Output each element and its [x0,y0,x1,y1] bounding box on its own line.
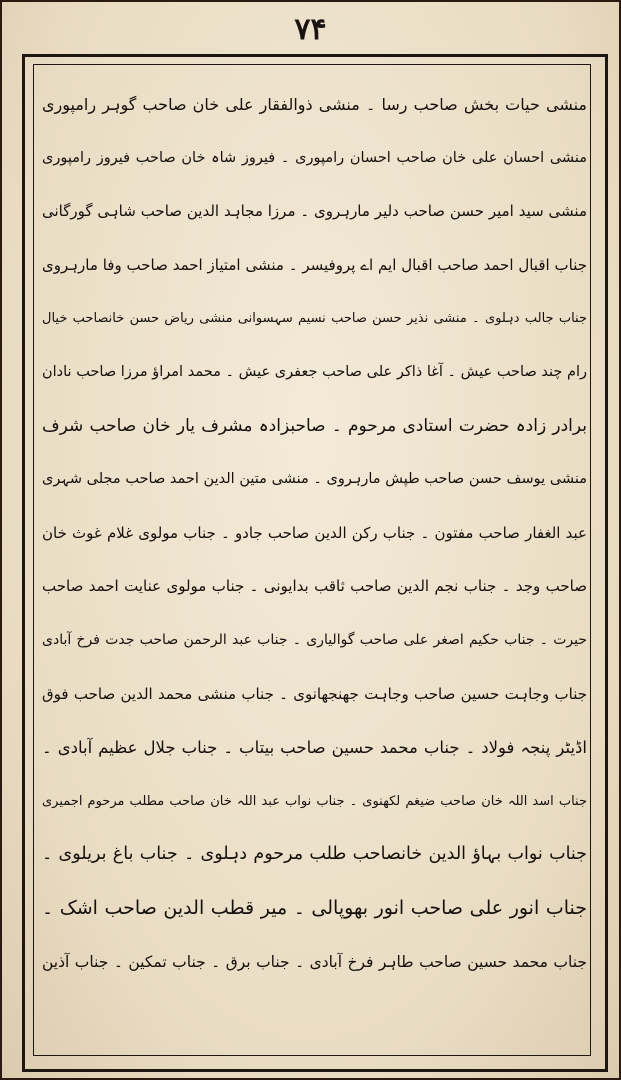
text-line: منشی احسان علی خان صاحب احسان رامپوری ۔ فیروز شاہ خان صاحب فیروز رامپوری [42,149,587,166]
text-line: جناب نواب بہاؤ الدین خانصاحب طلب مرحوم دہلوی ۔ جناب باغ بریلوی ۔ [42,844,587,865]
text-line: منشی یوسف حسن صاحب طپش مارہروی ۔ منشی متین الدین احمد صاحب مجلی شہری [42,471,587,488]
text-line: حیرت ۔ جناب حکیم اصغر علی صاحب گوالیاری ۔ جناب عبد الرحمن صاحب جدت فرخ آبادی [42,631,587,648]
text-block [42,78,587,989]
text-line: جناب محمد حسین صاحب طاہر فرخ آبادی ۔ جناب برق ۔ جناب تمکین ۔ جناب آذین [42,952,587,971]
text-line: جناب وجاہت حسین صاحب وجاہت جھنجھانوی ۔ جناب منشی محمد الدین صاحب فوق [42,684,587,703]
text-line: جناب اسد اللہ خان صاحب ضیغم لکھنوی ۔ جناب نواب عبد اللہ خان صاحب مطلب مرحوم اجمیری [42,793,587,809]
text-line: جناب اقبال احمد صاحب اقبال ایم اے پروفیسر ۔ منشی امتیاز احمد صاحب وفا مارہروی [42,255,587,274]
book-page [2,2,619,1078]
text-line: عبد الغفار صاحب مفتون ۔ جناب رکن الدین صاحب جادو ۔ جناب مولوی غلام غوث خان [42,523,587,542]
text-line: منشی سید امیر حسن صاحب دلیر مارہروی ۔ مرزا مجاہد الدین صاحب شاہی گورگانی [42,202,587,221]
text-line: صاحب وجد ۔ جناب نجم الدین صاحب ثاقب بدایونی ۔ جناب مولوی عنایت احمد صاحب [42,577,587,596]
text-line: منشی حیات بخش صاحب رسا ۔ منشی ذوالفقار علی خان صاحب گوہر رامپوری [42,95,587,114]
text-line: جناب انور علی صاحب انور بھوپالی ۔ میر قطب الدین صاحب اشک ۔ [42,896,587,919]
text-line: جناب جالب دہلوی ۔ منشی نذیر حسن صاحب نسیم سہسوانی منشی ریاض حسن خانصاحب خیال [42,311,587,327]
text-line: رام چند صاحب عیش ۔ آغا ذاکر علی صاحب جعفری عیش ۔ محمد امراؤ مرزا صاحب نادان [42,363,587,380]
page-number: ۷۴ [294,12,327,47]
text-line: اڈیٹر پنجہ فولاد ۔ جناب محمد حسین صاحب بیتاب ۔ جناب جلال عظیم آبادی ۔ [42,738,587,758]
text-line: برادر زادہ حضرت استادی مرحوم ۔ صاحبزادہ مشرف یار خان صاحب شرف [42,415,587,436]
